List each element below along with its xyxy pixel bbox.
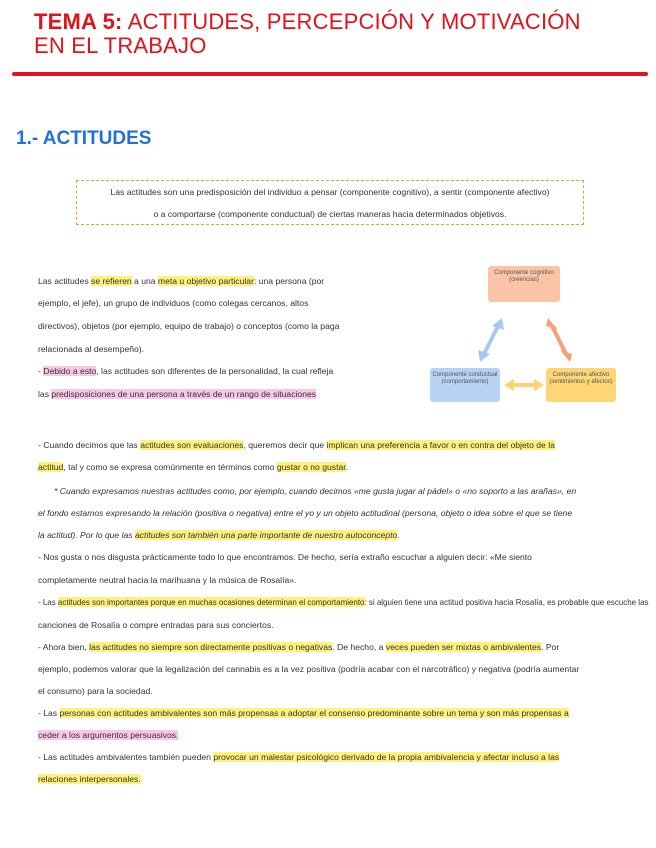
title-line-2: EN EL TRABAJO — [34, 33, 207, 58]
behavioral-component-node: Componente conductual (comportamiento) — [430, 368, 500, 402]
highlight: predisposiciones de una persona a través de un rango de situaciones — [51, 389, 317, 399]
highlight: ceder a los argumentos persuasivos. — [38, 730, 179, 740]
highlight: actitudes son también una parte importante de nuestro autoconcepto — [134, 530, 398, 540]
paragraph-line: relacionada al desempeño). — [38, 344, 145, 354]
text-run: . — [397, 530, 400, 540]
highlight: veces pueden ser mixtas o ambivalentes — [385, 642, 542, 652]
paragraph-line — [38, 366, 333, 376]
highlight: las actitudes no siempre son directamente positivas o negativas — [89, 642, 333, 652]
text-run: a una — [131, 276, 158, 286]
paragraph-line — [38, 730, 178, 740]
paragraph-line — [38, 708, 569, 718]
text-run: - Las — [38, 708, 60, 718]
highlight: implican una preferencia a favor o en contra del objeto de la — [326, 440, 555, 450]
paragraph-line: el consumo) para la sociedad. — [38, 686, 153, 696]
paragraph-line: * Cuando expresamos nuestras actitudes como, por ejemplo, cuando decimos «me gusta jugar al pádel» o «no soporto a las arañas», en — [54, 486, 577, 496]
paragraph-line — [38, 462, 348, 472]
text-run: - Ahora bien, — [38, 642, 90, 652]
paragraph-line: ejemplo, podemos valorar que la legalización del cannabis es a la vez positiva (podría acabar con el narcotráfico) y negativa (podría aumentar — [38, 664, 580, 674]
text-run: , queremos decir que — [243, 440, 327, 450]
text-run: Las actitudes — [38, 276, 92, 286]
paragraph-line: - Nos gusta o nos disgusta prácticamente todo lo que encontramos. De hecho, sería extraño escuchar a alguien decir: «Me siento — [38, 552, 532, 562]
text-run: . Por — [541, 642, 560, 652]
highlight: gustar o no gustar — [276, 462, 346, 472]
topic-number: TEMA 5: — [34, 9, 123, 34]
highlight: actitudes son importantes porque en muchas ocasiones determinan el comportamiento — [57, 597, 365, 607]
text-run: la actitud). Por lo que las — [38, 530, 135, 540]
highlight: relaciones interpersonales. — [38, 774, 141, 784]
text-run: - Cuando decimos que las — [38, 440, 141, 450]
paragraph-line — [38, 774, 141, 784]
paragraph-line: directivos), objetos (por ejemplo, equipo de trabajo) o conceptos (como la paga — [38, 321, 340, 331]
paragraph-line: el fondo estamos expresando la relación (positiva o negativa) entre el yo y un objeto actitudinal (persona, objeto o idea sobre el que se tiene — [38, 508, 573, 518]
paragraph-line — [38, 389, 316, 399]
paragraph-line — [38, 276, 324, 286]
text-run: . — [345, 462, 349, 472]
paragraph-line — [38, 440, 555, 450]
right-arrow — [546, 318, 572, 362]
paragraph-line: canciones de Rosalía o compre entradas para sus conciertos. — [38, 620, 274, 630]
affective-component-node: Componente afectivo (sentimientos y afectos) — [546, 368, 616, 402]
definition-box — [76, 180, 584, 225]
document-title — [34, 10, 634, 58]
section-heading: 1.- ACTITUDES — [16, 128, 152, 149]
paragraph-line: completamente neutral hacia la marihuana y la música de Rosalía». — [38, 575, 297, 585]
text-run: - — [38, 366, 44, 376]
highlight: Debido a esto — [43, 366, 97, 376]
paragraph-line — [38, 642, 559, 652]
highlight: personas con actitudes ambivalentes son más propensas a adoptar el consenso predominante sobre un tema y son más propensas a — [59, 708, 569, 718]
title-line-1 — [34, 10, 634, 34]
highlight: provocar un malestar psicológico derivado de la propia ambivalencia y afectar incluso a las — [213, 752, 560, 762]
text-run: : si alguien tiene una actitud positiva hacia Rosalía, es probable que escuche las — [364, 597, 649, 607]
paragraph-line: ejemplo, el jefe), un grupo de individuos (como colegas cercanos, altos — [38, 298, 309, 308]
paragraph-line — [38, 752, 559, 762]
paragraph-line — [38, 530, 400, 540]
text-run: : una persona (por — [253, 276, 325, 286]
definition-line-2: o a comportarse (componente conductual) de ciertas maneras hacia determinados objetivos. — [153, 209, 507, 219]
text-run: - Las — [38, 597, 58, 607]
left-arrow — [478, 318, 504, 362]
definition-line-1: Las actitudes son una predisposición del individuo a pensar (componente cognitivo), a sentir (componente afectivo) — [110, 187, 550, 197]
title-text-1: ACTITUDES, PERCEPCIÓN Y MOTIVACIÓN — [122, 9, 581, 34]
text-run: . De hecho, a — [332, 642, 386, 652]
text-run: las — [38, 389, 52, 399]
highlight: actitud — [38, 462, 64, 472]
highlight: actitudes son evaluaciones — [140, 440, 244, 450]
bottom-arrow — [504, 379, 544, 391]
text-run: , tal y como se expresa comúnmente en términos como — [63, 462, 277, 472]
text-run: , las actitudes son diferentes de la personalidad, la cual refleja — [96, 366, 334, 376]
text-run: - Las actitudes ambivalentes también pueden — [38, 752, 214, 762]
highlight: meta u objetivo particular — [157, 276, 254, 286]
diagram-arrows — [424, 264, 624, 408]
cognitive-component-node: Componente cognitivo (creencias) — [488, 266, 560, 302]
highlight: se refieren — [91, 276, 132, 286]
title-divider — [12, 72, 648, 76]
paragraph-line — [38, 597, 648, 607]
attitude-components-diagram — [424, 264, 624, 408]
